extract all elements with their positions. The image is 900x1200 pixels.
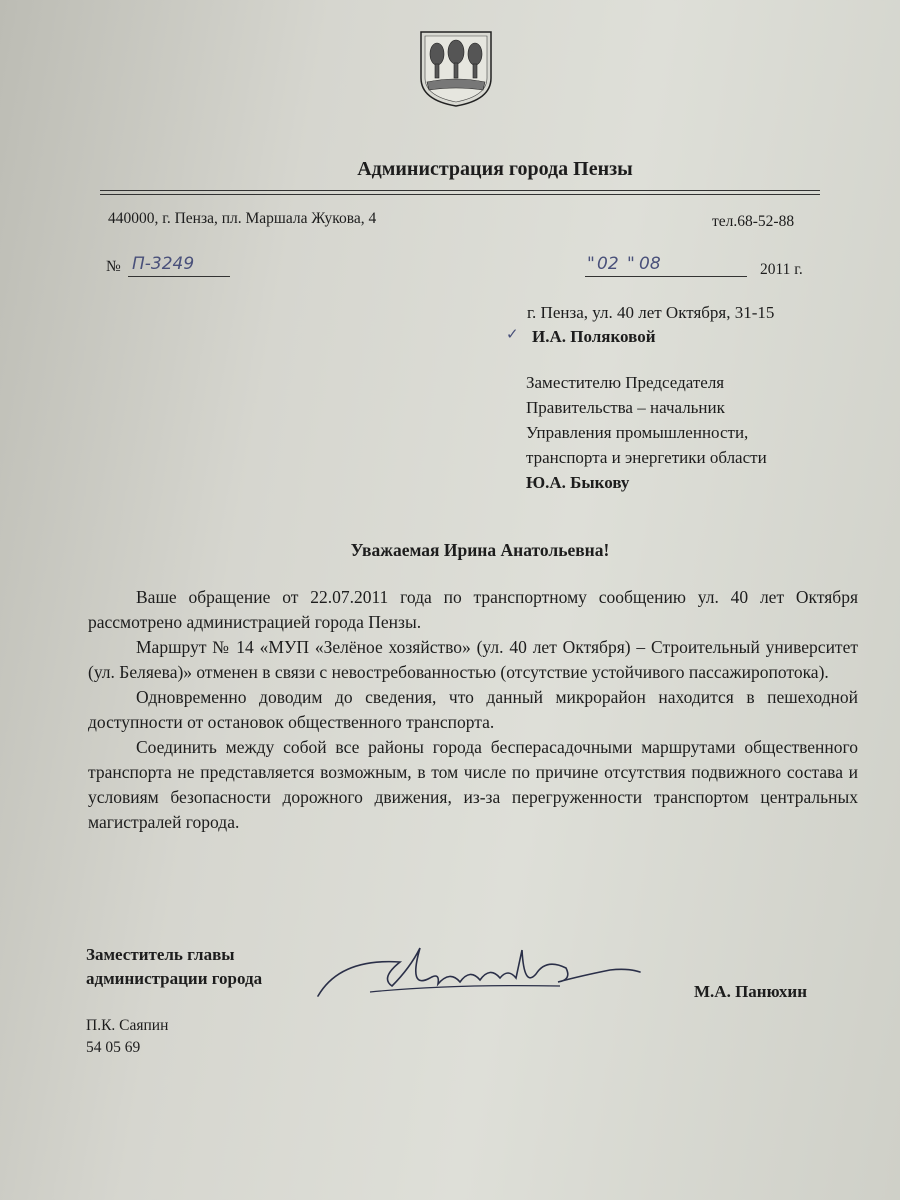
copy-recipient-block xyxy=(526,370,767,495)
date-month: 08 xyxy=(639,254,661,274)
letter-body xyxy=(88,585,858,835)
coat-of-arms-icon xyxy=(417,28,495,108)
date-year: 2011 г. xyxy=(760,261,803,278)
reference-number-value: П-3249 xyxy=(132,254,195,274)
body-paragraph: Маршрут № 14 «МУП «Зелёное хозяйство» (ул. 40 лет Октября) – Строительный университет (ул. Беляева)» отменен в связи с невостребованностью (отсутствие устойчивого пассажиропотока). xyxy=(88,637,858,682)
reference-number-field xyxy=(128,254,230,277)
signatory-position-line: Заместитель главы xyxy=(86,945,235,964)
recipient-name: И.А. Поляковой xyxy=(532,327,656,346)
check-mark-icon: ✓ xyxy=(506,325,519,343)
header-rule-bottom xyxy=(100,194,820,195)
organization-title: Администрация города Пензы xyxy=(357,158,633,180)
executor-name: П.К. Саяпин xyxy=(86,1017,169,1034)
body-paragraph: Одновременно доводим до сведения, что данный микрорайон находится в пешеходной доступности от остановок общественного транспорта. xyxy=(88,687,858,732)
handwritten-signature xyxy=(310,928,650,1018)
executor-phone: 54 05 69 xyxy=(86,1039,141,1056)
body-paragraph: Соединить между собой все районы города бесперасадочными маршрутами общественного транспорта не представляется возможным, в том числе по причине отсутствия подвижного состава и условиям безопасности дорожного движения, из-за перегруженности транспортом центральных магистралей города. xyxy=(88,737,858,832)
signatory-position-line: администрации города xyxy=(86,969,263,988)
copy-recipient-name: Ю.А. Быкову xyxy=(526,473,630,492)
executor-block xyxy=(86,1015,168,1059)
salutation: Уважаемая Ирина Анатольевна! xyxy=(350,540,610,560)
date-quote-open: " xyxy=(587,254,595,274)
date-field xyxy=(585,254,747,277)
reference-number-label: № xyxy=(106,258,121,275)
copy-recipient-line: транспорта и энергетики области xyxy=(526,448,767,467)
recipient-address: г. Пенза, ул. 40 лет Октября, 31-15 xyxy=(527,303,775,322)
organization-address: 440000, г. Пенза, пл. Маршала Жукова, 4 xyxy=(108,210,377,227)
copy-recipient-line: Правительства – начальник xyxy=(526,398,725,417)
body-paragraph: Ваше обращение от 22.07.2011 года по транспортному сообщению ул. 40 лет Октября рассмотрено администрацией города Пензы. xyxy=(88,587,858,632)
organization-phone: тел.68-52-88 xyxy=(712,213,795,230)
signatory-position xyxy=(86,943,262,991)
header-rule-top xyxy=(100,190,820,191)
copy-recipient-line: Управления промышленности, xyxy=(526,423,749,442)
date-day: 02 xyxy=(597,254,619,274)
copy-recipient-line: Заместителю Председателя xyxy=(526,373,725,392)
date-quote-close: " xyxy=(627,254,635,274)
signatory-name: М.А. Панюхин xyxy=(694,982,808,1001)
